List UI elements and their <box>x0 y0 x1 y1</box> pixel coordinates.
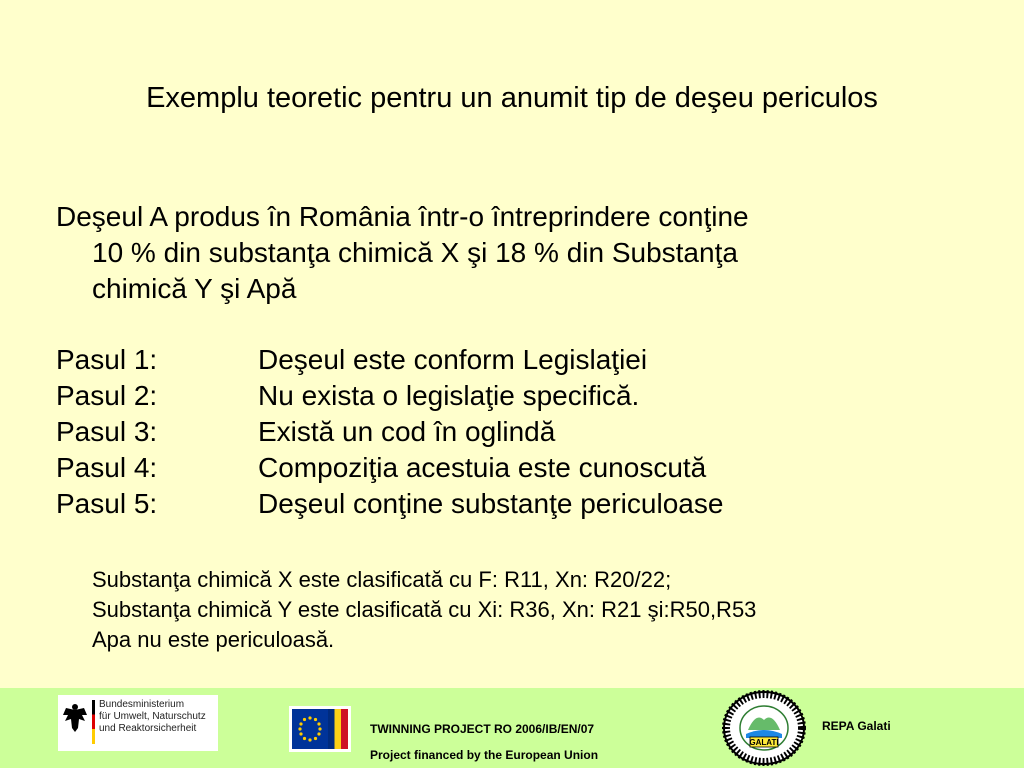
ministry-line: und Reaktorsicherheit <box>99 723 197 734</box>
step-text: Deşeul este conform Legislaţiei <box>258 344 648 375</box>
intro-paragraph <box>56 199 956 307</box>
ministry-logo <box>58 695 218 751</box>
eu-flag-icon <box>292 709 328 749</box>
note-line: Apa nu este periculoasă. <box>92 627 335 652</box>
step-4 <box>56 450 723 486</box>
project-financed: Project financed by the European Union <box>370 748 599 762</box>
repa-seal-icon <box>722 690 806 766</box>
intro-line-3: chimică Y şi Apă <box>92 273 297 304</box>
seal-text: GALATI <box>749 738 779 747</box>
step-label: Pasul 2: <box>56 380 158 411</box>
step-2 <box>56 378 723 414</box>
step-text: Deşeul conţine substanţe periculoase <box>258 488 724 519</box>
german-eagle-icon <box>62 701 88 733</box>
step-5 <box>56 486 723 522</box>
steps-list <box>56 342 723 522</box>
slide-title: Exemplu teoretic pentru un anumit tip de deşeu periculos <box>146 82 878 114</box>
note-line: Substanţa chimică X este clasificată cu F: R11, Xn: R20/22; <box>92 567 672 592</box>
project-code: TWINNING PROJECT RO 2006/IB/EN/07 <box>370 722 595 736</box>
romania-flag-icon <box>328 709 348 749</box>
project-info <box>370 716 598 768</box>
ministry-name <box>99 699 206 735</box>
step-text: Există un cod în oglindă <box>258 416 556 447</box>
step-label: Pasul 4: <box>56 452 158 483</box>
ministry-line: für Umwelt, Naturschutz <box>99 711 206 722</box>
step-text: Nu exista o legislaţie specifică. <box>258 380 640 411</box>
classification-notes <box>92 565 756 655</box>
german-flag-bar <box>92 700 95 744</box>
flags-logo <box>289 706 351 752</box>
intro-line-2: 10 % din substanţa chimică X şi 18 % din Substanţa <box>92 237 738 268</box>
step-label: Pasul 1: <box>56 344 158 375</box>
note-line: Substanţa chimică Y este clasificată cu Xi: R36, Xn: R21 şi:R50,R53 <box>92 597 757 622</box>
step-3 <box>56 414 723 450</box>
intro-line-1: Deşeul A produs în România într-o întreprindere conţine <box>56 201 749 232</box>
agency-name: REPA Galati <box>822 719 891 733</box>
step-1 <box>56 342 723 378</box>
ministry-line: Bundesministerium <box>99 699 185 710</box>
step-text: Compoziţia acestuia este cunoscută <box>258 452 707 483</box>
step-label: Pasul 3: <box>56 416 158 447</box>
step-label: Pasul 5: <box>56 488 158 519</box>
